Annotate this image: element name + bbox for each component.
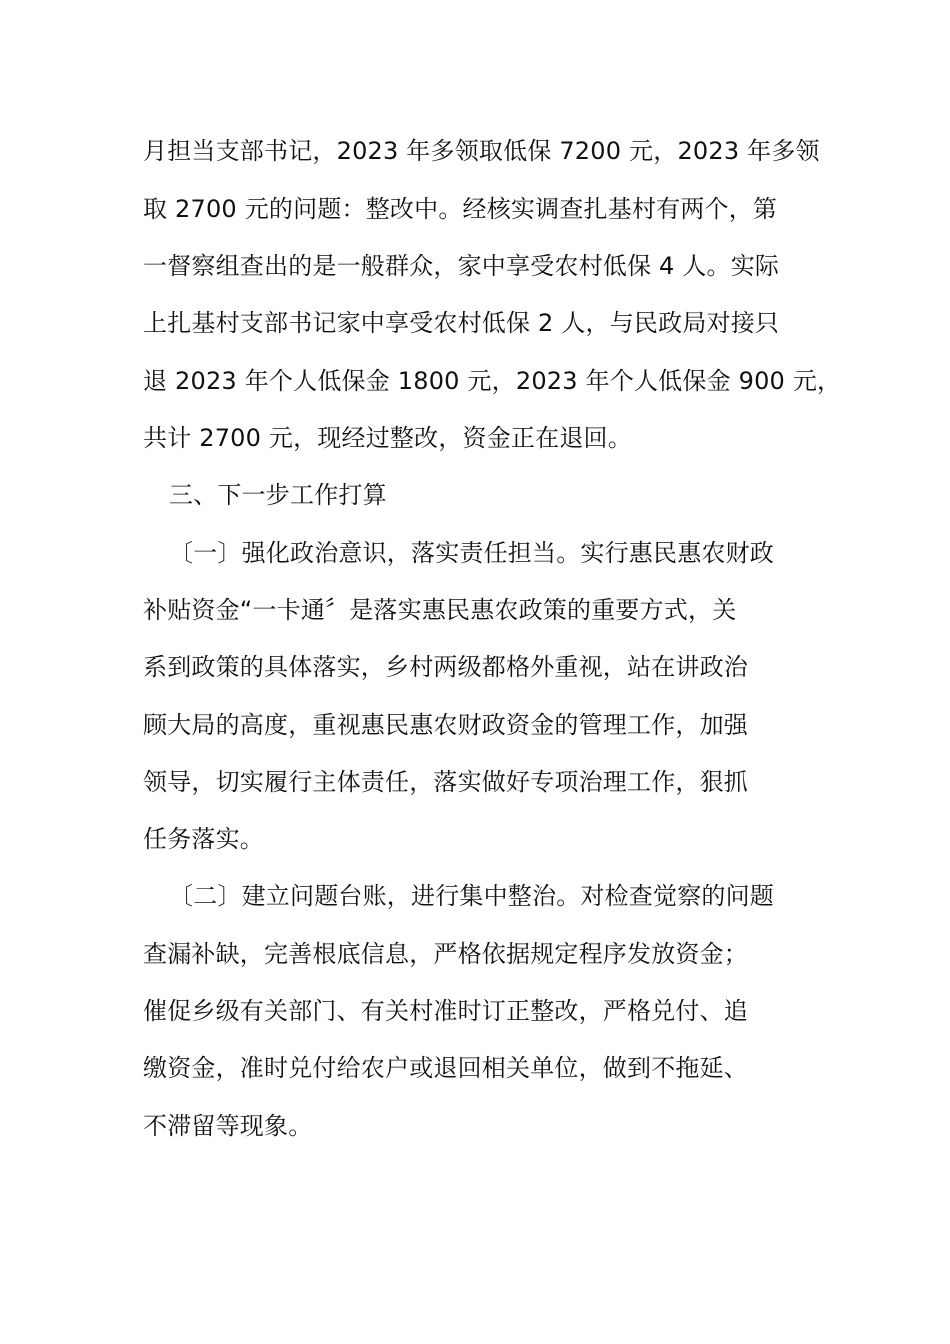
text-line: 退 2023 年个人低保金 1800 元，2023 年个人低保金 900 元， [143,367,842,395]
text-line: 缴资金，准时兑付给农户或退回相关单位，做到不拖延、 [143,1054,748,1082]
section-heading: 三、下一步工作打算 [169,481,387,509]
text-line: 领导，切实履行主体责任，落实做好专项治理工作，狠抓 [143,768,748,796]
text-line: 顾大局的高度，重视惠民惠农财政资金的管理工作，加强 [143,711,748,739]
text-line: 催促乡级有关部门、有关村准时订正整改，严格兑付、追 [143,997,748,1025]
text-line: 取 2700 元的问题：整改中。经核实调查扎基村有两个，第 [143,195,778,223]
text-line: 任务落实。 [143,825,264,853]
text-line: 共计 2700 元，现经过整改，资金正在退回。 [143,424,632,452]
text-line: 一督察组查出的是一般群众，家中享受农村低保 4 人。实际 [143,252,780,280]
text-line: 系到政策的具体落实，乡村两级都格外重视，站在讲政治 [143,653,748,681]
text-line: 月担当支部书记，2023 年多领取低保 7200 元，2023 年多领 [143,137,820,165]
paragraph-1-heading-line: 〔一〕强化政治意识，落实责任担当。实行惠民惠农财政 [169,539,774,567]
text-line: 查漏补缺，完善根底信息，严格依据规定程序发放资金； [143,940,748,968]
text-line: 补贴资金“一卡通〞是落实惠民惠农政策的重要方式，关 [143,596,737,624]
text-line: 上扎基村支部书记家中享受农村低保 2 人，与民政局对接只 [143,309,780,337]
paragraph-2-heading-line: 〔二〕建立问题台账，进行集中整治。对检查觉察的问题 [169,882,774,910]
text-line: 不滞留等现象。 [143,1112,313,1140]
